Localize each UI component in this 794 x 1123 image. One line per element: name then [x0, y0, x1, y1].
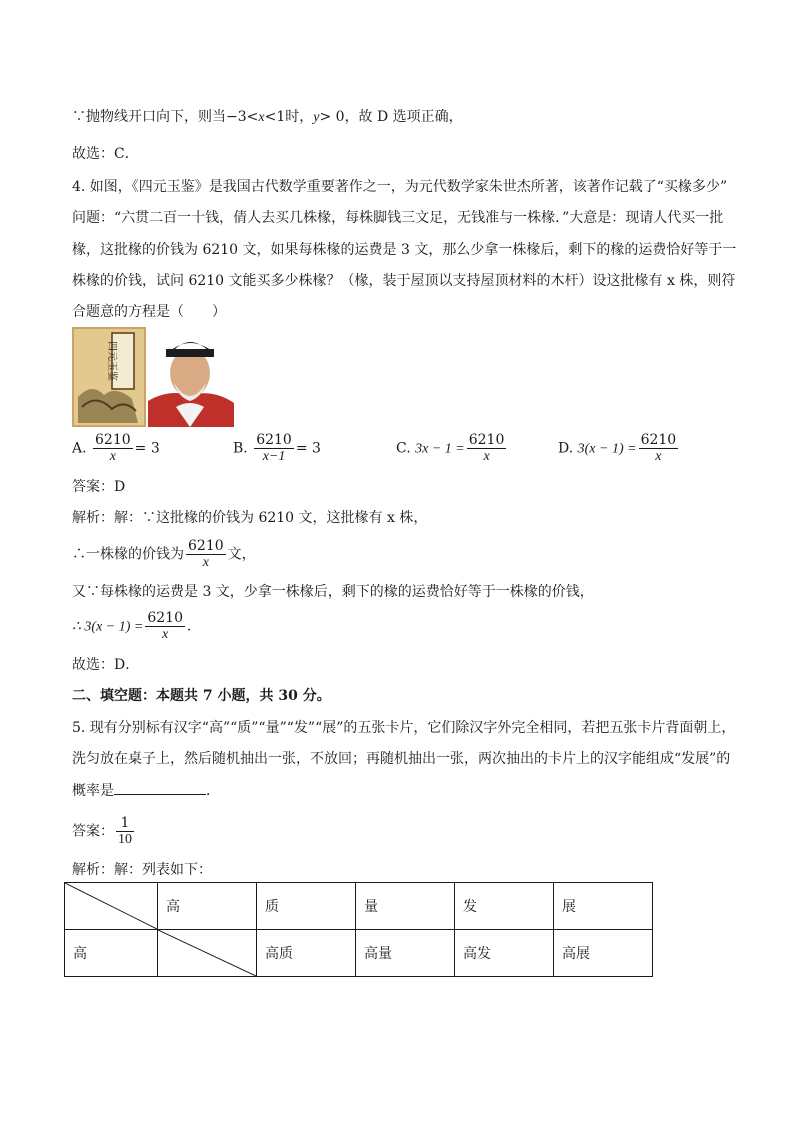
- option-c: C. 3x − 1 = $\frac{6210}{x}$: [396, 432, 505, 464]
- table-diagonal-cell: [158, 930, 257, 977]
- text-line-parabola: ∵抛物线开口向下，则当−3<x<1时，y> 0，故 D 选项正确，: [72, 109, 463, 125]
- table-cell: 高量: [356, 930, 455, 977]
- unit-price-fraction: $\frac{6210}{x}$: [188, 538, 224, 570]
- equation-fraction: $\frac{6210}{x}$: [147, 610, 183, 642]
- option-a: A. $\frac{6210}{x}$ = 3: [72, 432, 160, 464]
- analysis-q4-line-1: 解析：解：∵这批椽的价钱为 6210 文，这批椽有 x 株，: [72, 510, 428, 526]
- option-b-fraction: $\frac{6210}{x-1}$: [256, 432, 292, 464]
- option-b: B. $\frac{6210}{x-1}$ = 3: [233, 432, 321, 464]
- analysis-q4-line-4: ∴ 3(x − 1) = $\frac{6210}{x}$ ．: [72, 610, 201, 642]
- book-title-text: 四元玉鉴: [106, 341, 117, 381]
- book-and-portrait-image: [72, 327, 234, 427]
- question-4-line-2: 问题：“六贯二百一十钱，倩人去买几株椽，每株脚钱三文足，无钱准与一株椽．”大意是：现请人代买一批: [72, 210, 724, 226]
- answer-q4: 答案：D: [72, 479, 126, 495]
- illustration: [72, 327, 234, 427]
- question-4-line-5: 合题意的方程是（ ）: [72, 304, 226, 320]
- table-row-header-cell: 高: [65, 930, 158, 977]
- question-4-line-3: 椽，这批椽的价钱为 6210 文，如果每株椽的运费是 3 文，那么少拿一株椽后，剩下的椽的运费恰好等于一: [72, 242, 737, 258]
- analysis-q5: 解析：解：列表如下：: [72, 862, 212, 878]
- table-header-cell: 发: [455, 883, 554, 930]
- question-5-line-1: 5. 现有分别标有汉字“高”“质”“量”“发”“展”的五张卡片，它们除汉字外完全相同，若把五张卡片背面朝上，: [72, 720, 736, 736]
- answer-blank: [114, 780, 206, 795]
- diagonal-line: [158, 930, 256, 976]
- choice-line-c: 故选：C．: [72, 146, 139, 162]
- option-a-fraction: $\frac{6210}{x}$: [95, 432, 131, 464]
- section-2-heading: 二、填空题：本题共 7 小题，共 30 分。: [72, 688, 331, 704]
- question-4-line-1: 4. 如图，《四元玉鉴》是我国古代数学重要著作之一，为元代数学家朱世杰所著，该著作记载了“买椽多少”: [72, 179, 728, 195]
- table-cell: 高展: [554, 930, 653, 977]
- answer-q5: 答案： $\frac{1}{10}$: [72, 815, 132, 847]
- table-header-cell: 展: [554, 883, 653, 930]
- table-row: [65, 930, 653, 977]
- option-d-fraction: $\frac{6210}{x}$: [640, 432, 677, 464]
- question-5-line-2: 洗匀放在桌子上，然后随机抽出一张，不放回；再随机抽出一张，两次抽出的卡片上的汉字能组成“发展”的: [72, 751, 731, 767]
- table-cell: 高质: [257, 930, 356, 977]
- table-cell: 高发: [455, 930, 554, 977]
- question-5-line-3: 概率是 ．: [72, 780, 220, 801]
- table-corner-cell: [65, 883, 158, 930]
- option-c-fraction: $\frac{6210}{x}$: [468, 432, 505, 464]
- answer-fraction: $\frac{1}{10}$: [118, 815, 132, 847]
- table-header-cell: 量: [356, 883, 455, 930]
- option-d: D. 3(x − 1) = $\frac{6210}{x}$: [558, 432, 677, 464]
- table-header-cell: 高: [158, 883, 257, 930]
- table-header-row: [65, 883, 653, 930]
- table-header-cell: 质: [257, 883, 356, 930]
- diagonal-line: [65, 883, 157, 929]
- outcome-table: [64, 882, 653, 977]
- choice-line-d: 故选：D．: [72, 657, 140, 673]
- question-4-line-4: 株椽的价钱，试问 6210 文能买多少株椽？（椽，装于屋顶以支持屋顶材料的木杆）设这批椽有 x 株，则符: [72, 273, 736, 289]
- analysis-q4-line-2: ∴一株椽的价钱为 $\frac{6210}{x}$ 文，: [72, 538, 256, 570]
- analysis-q4-line-3: 又∵每株椽的运费是 3 文，少拿一株椽后，剩下的椽的运费恰好等于一株椽的价钱，: [72, 584, 594, 600]
